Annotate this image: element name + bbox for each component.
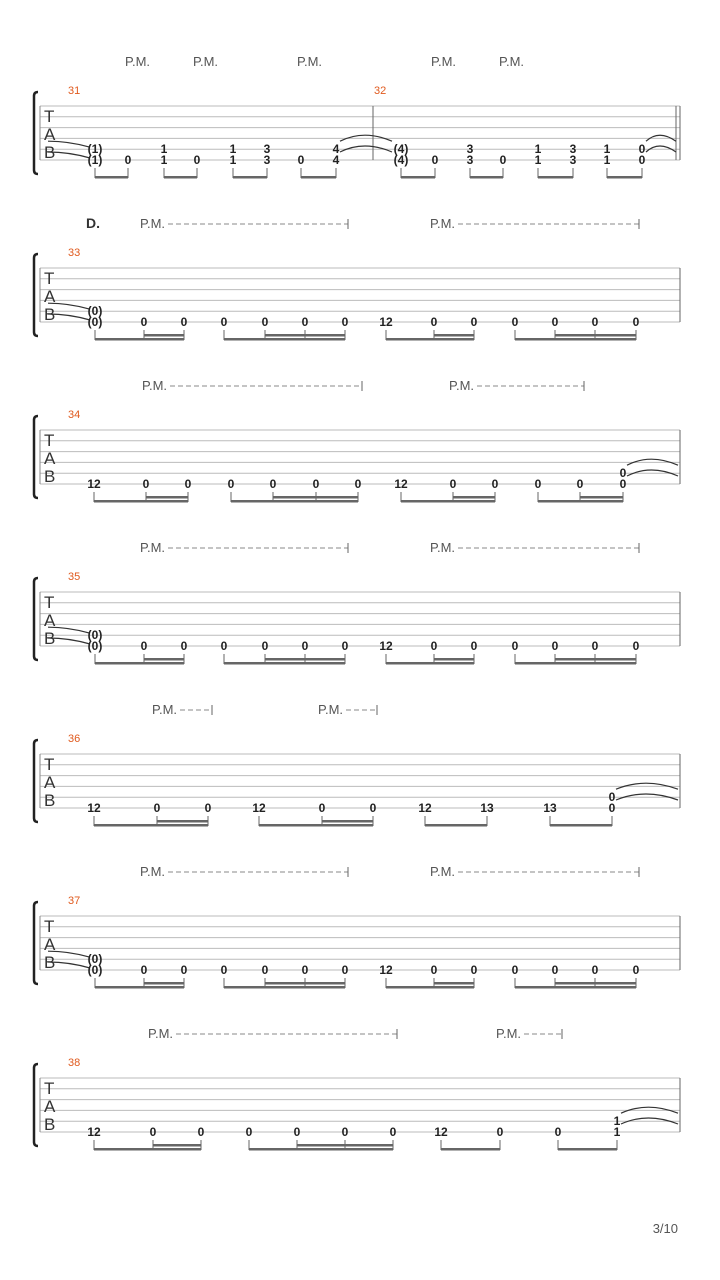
- fret-number: 0: [341, 315, 349, 329]
- tab-clef-letter: T: [44, 431, 55, 450]
- fret-number: 0: [197, 1125, 205, 1139]
- beam: [515, 338, 636, 341]
- beam-secondary: [157, 820, 208, 823]
- tab-clef-letter: B: [44, 467, 56, 486]
- fret-number: 0: [551, 639, 559, 653]
- fret-number: 0: [301, 639, 309, 653]
- fret-number: 1: [534, 153, 542, 167]
- fret-number: (4): [393, 153, 409, 167]
- tab-clef-letter: A: [44, 449, 56, 468]
- fret-number: 0: [608, 801, 616, 815]
- fret-number: 0: [430, 963, 438, 977]
- beam: [95, 662, 184, 665]
- palm-mute-label: P.M.: [140, 216, 166, 231]
- fret-number: 0: [470, 639, 478, 653]
- fret-number: 13: [480, 801, 494, 815]
- fret-number: 3: [569, 142, 577, 157]
- beam: [470, 176, 503, 179]
- fret-number: (0): [87, 952, 103, 967]
- fret-number: 12: [434, 1125, 448, 1139]
- fret-number: 0: [430, 315, 438, 329]
- beam-secondary: [144, 334, 184, 337]
- fret-number: 1: [534, 142, 542, 157]
- fret-number: 0: [491, 477, 499, 491]
- tab-clef-letter: B: [44, 1115, 56, 1134]
- page-number: 3/10: [652, 1221, 678, 1236]
- fret-number: (0): [87, 315, 103, 329]
- tab-clef-letter: A: [44, 1097, 56, 1116]
- measure-number: 36: [68, 733, 81, 745]
- fret-number: 12: [87, 801, 101, 815]
- fret-number: 4: [332, 153, 340, 167]
- palm-mute-label: P.M.: [431, 54, 457, 69]
- tab-system: [34, 540, 680, 665]
- beam: [95, 176, 128, 179]
- tab-clef-letter: A: [44, 773, 56, 792]
- fret-number: 13: [543, 801, 557, 815]
- beam: [231, 500, 358, 503]
- fret-number: 1: [229, 153, 237, 167]
- beam: [558, 1148, 617, 1151]
- beam: [538, 176, 573, 179]
- fret-number: 12: [379, 315, 393, 329]
- fret-number: 0: [140, 963, 148, 977]
- beam: [607, 176, 642, 179]
- tab-system: [34, 702, 680, 827]
- beam-secondary: [273, 496, 358, 499]
- measure-number: 37: [68, 895, 81, 907]
- measure-number: 31: [68, 85, 81, 97]
- measure-number: 34: [68, 409, 81, 421]
- fret-number: 0: [301, 963, 309, 977]
- fret-number: 0: [193, 153, 201, 167]
- beam-secondary: [146, 496, 188, 499]
- tab-clef-letter: B: [44, 143, 56, 162]
- fret-number: (1): [87, 142, 103, 157]
- fret-number: 0: [511, 963, 519, 977]
- palm-mute-label: P.M.: [496, 1026, 522, 1041]
- palm-mute-label: P.M.: [297, 54, 323, 69]
- fret-number: 4: [332, 142, 340, 157]
- fret-number: 0: [431, 153, 439, 167]
- beam: [538, 500, 623, 503]
- fret-number: 0: [576, 477, 584, 491]
- fret-number: 12: [87, 477, 101, 491]
- fret-number: 0: [220, 639, 228, 653]
- tab-system: [34, 864, 680, 989]
- fret-number: 0: [293, 1125, 301, 1139]
- measure-number: 33: [68, 247, 81, 259]
- fret-number: 0: [551, 963, 559, 977]
- beam-secondary: [144, 658, 184, 661]
- fret-number: 0: [261, 639, 269, 653]
- fret-number: 0: [619, 477, 627, 491]
- fret-number: 0: [220, 315, 228, 329]
- system-brace: [34, 1064, 38, 1146]
- beam-secondary: [434, 658, 474, 661]
- fret-number: (0): [87, 304, 103, 319]
- fret-number: 0: [261, 963, 269, 977]
- beam-secondary: [453, 496, 495, 499]
- fret-number: 0: [369, 801, 377, 815]
- tab-clef-letter: T: [44, 269, 55, 288]
- beam: [233, 176, 267, 179]
- fret-number: 0: [534, 477, 542, 491]
- tab-system: [34, 1026, 680, 1151]
- fret-number: 0: [638, 153, 646, 167]
- fret-number: 0: [140, 639, 148, 653]
- fret-number: 0: [312, 477, 320, 491]
- fret-number: 0: [638, 142, 646, 157]
- beam: [224, 662, 345, 665]
- fret-number: 0: [389, 1125, 397, 1139]
- beam: [94, 1148, 201, 1151]
- beam: [95, 338, 184, 341]
- tab-clef-letter: T: [44, 1079, 55, 1098]
- fret-number: 0: [204, 801, 212, 815]
- beam-secondary: [144, 982, 184, 985]
- tab-clef-letter: T: [44, 755, 55, 774]
- fret-number: 12: [418, 801, 432, 815]
- palm-mute-label: P.M.: [318, 702, 344, 717]
- tab-clef-letter: A: [44, 287, 56, 306]
- fret-number: 0: [140, 315, 148, 329]
- fret-number: 0: [227, 477, 235, 491]
- fret-number: 0: [269, 477, 277, 491]
- palm-mute-label: P.M.: [430, 216, 456, 231]
- beam-secondary: [153, 1144, 201, 1147]
- fret-number: 3: [263, 142, 271, 157]
- tab-clef-letter: B: [44, 953, 56, 972]
- palm-mute-label: P.M.: [152, 702, 178, 717]
- beam: [425, 824, 487, 827]
- fret-number: 0: [184, 477, 192, 491]
- beam: [386, 986, 474, 989]
- beam: [441, 1148, 500, 1151]
- fret-number: 0: [153, 801, 161, 815]
- tab-clef-letter: T: [44, 593, 55, 612]
- fret-number: 0: [341, 1125, 349, 1139]
- fret-number: (0): [87, 628, 103, 643]
- beam: [224, 986, 345, 989]
- tab-clef-letter: T: [44, 107, 55, 126]
- beam: [515, 662, 636, 665]
- beam-secondary: [434, 982, 474, 985]
- fret-number: 3: [263, 153, 271, 167]
- beam: [94, 824, 208, 827]
- measure-number: 38: [68, 1057, 81, 1069]
- fret-number: 0: [632, 315, 640, 329]
- beam-secondary: [265, 658, 345, 661]
- palm-mute-label: P.M.: [430, 540, 456, 555]
- palm-mute-label: P.M.: [125, 54, 151, 69]
- beam: [224, 338, 345, 341]
- fret-number: 0: [341, 963, 349, 977]
- fret-number: 0: [220, 963, 228, 977]
- palm-mute-label: P.M.: [148, 1026, 174, 1041]
- fret-number: 1: [160, 142, 168, 157]
- tab-clef-letter: B: [44, 305, 56, 324]
- fret-number: 1: [613, 1125, 621, 1139]
- fret-number: 0: [301, 315, 309, 329]
- beam-secondary: [265, 334, 345, 337]
- fret-number: (0): [87, 963, 103, 977]
- fret-number: 0: [341, 639, 349, 653]
- fret-number: 0: [180, 639, 188, 653]
- palm-mute-label: P.M.: [499, 54, 525, 69]
- fret-number: 0: [554, 1125, 562, 1139]
- fret-number: 0: [245, 1125, 253, 1139]
- fret-number: 12: [87, 1125, 101, 1139]
- system-brace: [34, 578, 38, 660]
- fret-number: 0: [318, 801, 326, 815]
- beam: [95, 986, 184, 989]
- fret-number: 0: [470, 963, 478, 977]
- fret-number: 1: [613, 1114, 621, 1129]
- tab-clef-letter: B: [44, 629, 56, 648]
- fret-number: (1): [87, 153, 103, 167]
- fret-number: 0: [149, 1125, 157, 1139]
- fret-number: 0: [499, 153, 507, 167]
- fret-number: 0: [297, 153, 305, 167]
- fret-number: 0: [551, 315, 559, 329]
- beam-secondary: [555, 658, 636, 661]
- fret-number: 0: [608, 790, 616, 805]
- fret-number: 0: [124, 153, 132, 167]
- tab-clef-letter: A: [44, 935, 56, 954]
- beam: [249, 1148, 393, 1151]
- beam-secondary: [265, 982, 345, 985]
- tab-clef-letter: T: [44, 917, 55, 936]
- fret-number: 0: [180, 963, 188, 977]
- fret-number: 0: [632, 963, 640, 977]
- tab-system: [34, 54, 680, 179]
- beam-secondary: [555, 334, 636, 337]
- palm-mute-label: P.M.: [142, 378, 168, 393]
- beam: [550, 824, 612, 827]
- system-brace: [34, 416, 38, 498]
- beam-secondary: [322, 820, 373, 823]
- beam-secondary: [555, 982, 636, 985]
- fret-number: 0: [591, 639, 599, 653]
- beam: [94, 500, 188, 503]
- fret-number: 0: [511, 639, 519, 653]
- palm-mute-label: P.M.: [193, 54, 219, 69]
- system-brace: [34, 254, 38, 336]
- tab-clef-letter: A: [44, 611, 56, 630]
- fret-number: 1: [603, 142, 611, 157]
- fret-number: 0: [632, 639, 640, 653]
- fret-number: 12: [379, 963, 393, 977]
- section-label: D.: [86, 215, 100, 231]
- beam: [386, 662, 474, 665]
- fret-number: 0: [142, 477, 150, 491]
- palm-mute-label: P.M.: [449, 378, 475, 393]
- fret-number: 0: [470, 315, 478, 329]
- fret-number: 0: [261, 315, 269, 329]
- tab-clef-letter: B: [44, 791, 56, 810]
- system-brace: [34, 740, 38, 822]
- measure-number: 35: [68, 571, 81, 583]
- fret-number: (4): [393, 142, 409, 157]
- fret-number: 3: [569, 153, 577, 167]
- beam: [259, 824, 373, 827]
- measure-number: 32: [374, 85, 387, 97]
- beam: [301, 176, 336, 179]
- fret-number: 0: [449, 477, 457, 491]
- fret-number: 12: [252, 801, 266, 815]
- beam: [401, 500, 495, 503]
- fret-number: 0: [511, 315, 519, 329]
- tab-system: [34, 378, 680, 503]
- fret-number: 0: [354, 477, 362, 491]
- tab-clef-letter: A: [44, 125, 56, 144]
- fret-number: 0: [619, 466, 627, 481]
- fret-number: 0: [430, 639, 438, 653]
- fret-number: 3: [466, 153, 474, 167]
- fret-number: 0: [180, 315, 188, 329]
- fret-number: 1: [160, 153, 168, 167]
- system-brace: [34, 92, 38, 174]
- system-brace: [34, 902, 38, 984]
- palm-mute-label: P.M.: [140, 540, 166, 555]
- fret-number: 1: [229, 142, 237, 157]
- beam-secondary: [434, 334, 474, 337]
- fret-number: 12: [394, 477, 408, 491]
- fret-number: 0: [496, 1125, 504, 1139]
- beam-secondary: [297, 1144, 393, 1147]
- fret-number: 1: [603, 153, 611, 167]
- palm-mute-label: P.M.: [430, 864, 456, 879]
- fret-number: (0): [87, 639, 103, 653]
- fret-number: 3: [466, 142, 474, 157]
- fret-number: 0: [591, 963, 599, 977]
- beam: [401, 176, 435, 179]
- beam: [515, 986, 636, 989]
- tab-system: [34, 215, 680, 341]
- beam: [164, 176, 197, 179]
- fret-number: 0: [591, 315, 599, 329]
- beam: [386, 338, 474, 341]
- beam-secondary: [580, 496, 623, 499]
- fret-number: 12: [379, 639, 393, 653]
- palm-mute-label: P.M.: [140, 864, 166, 879]
